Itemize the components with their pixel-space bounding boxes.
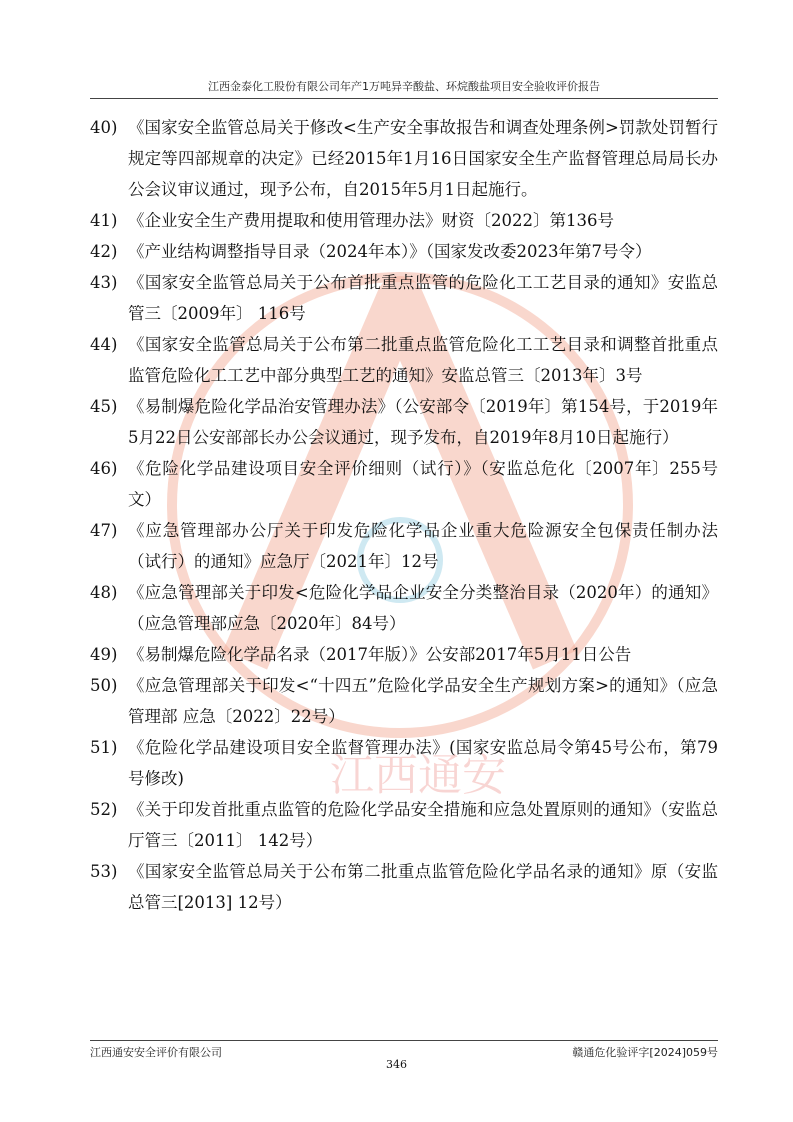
reference-item [90,639,718,670]
reference-item [90,453,718,515]
reference-number: 51) [90,738,118,757]
reference-item [90,670,718,732]
reference-number: 50) [90,676,118,695]
reference-number: 49) [90,645,118,664]
reference-text: 《危险化学品建设项目安全监督管理办法》(国家安监总局令第45号公布，第79号修改) [128,738,718,788]
reference-item [90,205,718,236]
reference-text: 《国家安全监管总局关于修改<生产安全事故报告和调查处理条例>罚款处罚暂行规定等四部规章的决定》已经2015年1月16日国家安全生产监督管理总局局长办公会议审议通过，现予公布，自2015年5月1日起施行。 [128,118,718,199]
reference-item [90,577,718,639]
reference-text: 《企业安全生产费用提取和使用管理办法》财资〔2022〕第136号 [128,211,614,230]
reference-text: 《国家安全监管总局关于公布首批重点监管的危险化工工艺目录的通知》安监总管三〔2009年〕 116号 [128,273,718,323]
reference-number: 53) [90,862,118,881]
page-footer [90,1040,718,1060]
reference-text: 《易制爆危险化学品名录（2017年版）》公安部2017年5月11日公告 [128,645,632,664]
reference-number: 45) [90,397,118,416]
reference-text: 《应急管理部关于印发<“十四五”危险化学品安全生产规划方案>的通知》（应急管理部 应急〔2022〕22号） [128,676,718,726]
reference-number: 44) [90,335,118,354]
reference-item [90,732,718,794]
reference-list [90,112,718,918]
reference-text: 《产业结构调整指导目录（2024年本）》（国家发改委2023年第7号令） [128,242,652,261]
reference-item [90,329,718,391]
reference-text: 《应急管理部办公厅关于印发危险化学品企业重大危险源安全包保责任制办法（试行）的通知》应急厅〔2021年〕12号 [128,521,718,571]
reference-item [90,112,718,205]
watermark-text: 江西通安 [330,750,506,801]
reference-number: 52) [90,800,118,819]
reference-item [90,856,718,918]
reference-number: 40) [90,118,118,137]
reference-item [90,236,718,267]
reference-item [90,794,718,856]
reference-number: 41) [90,211,118,230]
reference-number: 43) [90,273,118,292]
reference-text: 《应急管理部关于印发<危险化学品企业安全分类整治目录（2020年）的通知》（应急管理部应急〔2020年〕84号） [128,583,718,633]
footer-company: 江西通安安全评价有限公司 [90,1046,222,1059]
reference-text: 《易制爆危险化学品治安管理办法》（公安部令〔2019年〕第154号，于2019年5月22日公安部部长办公会议通过，现予发布，自2019年8月10日起施行） [128,397,718,447]
reference-item [90,515,718,577]
page-header [90,78,718,99]
reference-item [90,391,718,453]
reference-number: 42) [90,242,118,261]
reference-text: 《国家安全监管总局关于公布第二批重点监管危险化学品名录的通知》原（安监总管三[2013] 12号） [128,862,718,912]
reference-number: 48) [90,583,118,602]
reference-text: 《关于印发首批重点监管的危险化学品安全措施和应急处置原则的通知》（安监总厅管三〔2011〕 142号） [128,800,718,850]
page-number: 346 [386,1058,407,1071]
reference-number: 46) [90,459,118,478]
header-title: 江西金泰化工股份有限公司年产1万吨异辛酸盐、环烷酸盐项目安全验收评价报告 [208,80,600,93]
reference-text: 《国家安全监管总局关于公布第二批重点监管危险化工工艺目录和调整首批重点监管危险化工工艺中部分典型工艺的通知》安监总管三〔2013年〕3号 [128,335,718,385]
footer-report-number: 赣通危化验评字[2024]059号 [572,1046,718,1059]
reference-item [90,267,718,329]
reference-number: 47) [90,521,118,540]
reference-text: 《危险化学品建设项目安全评价细则（试行）》（安监总危化〔2007年〕255号文） [128,459,718,509]
